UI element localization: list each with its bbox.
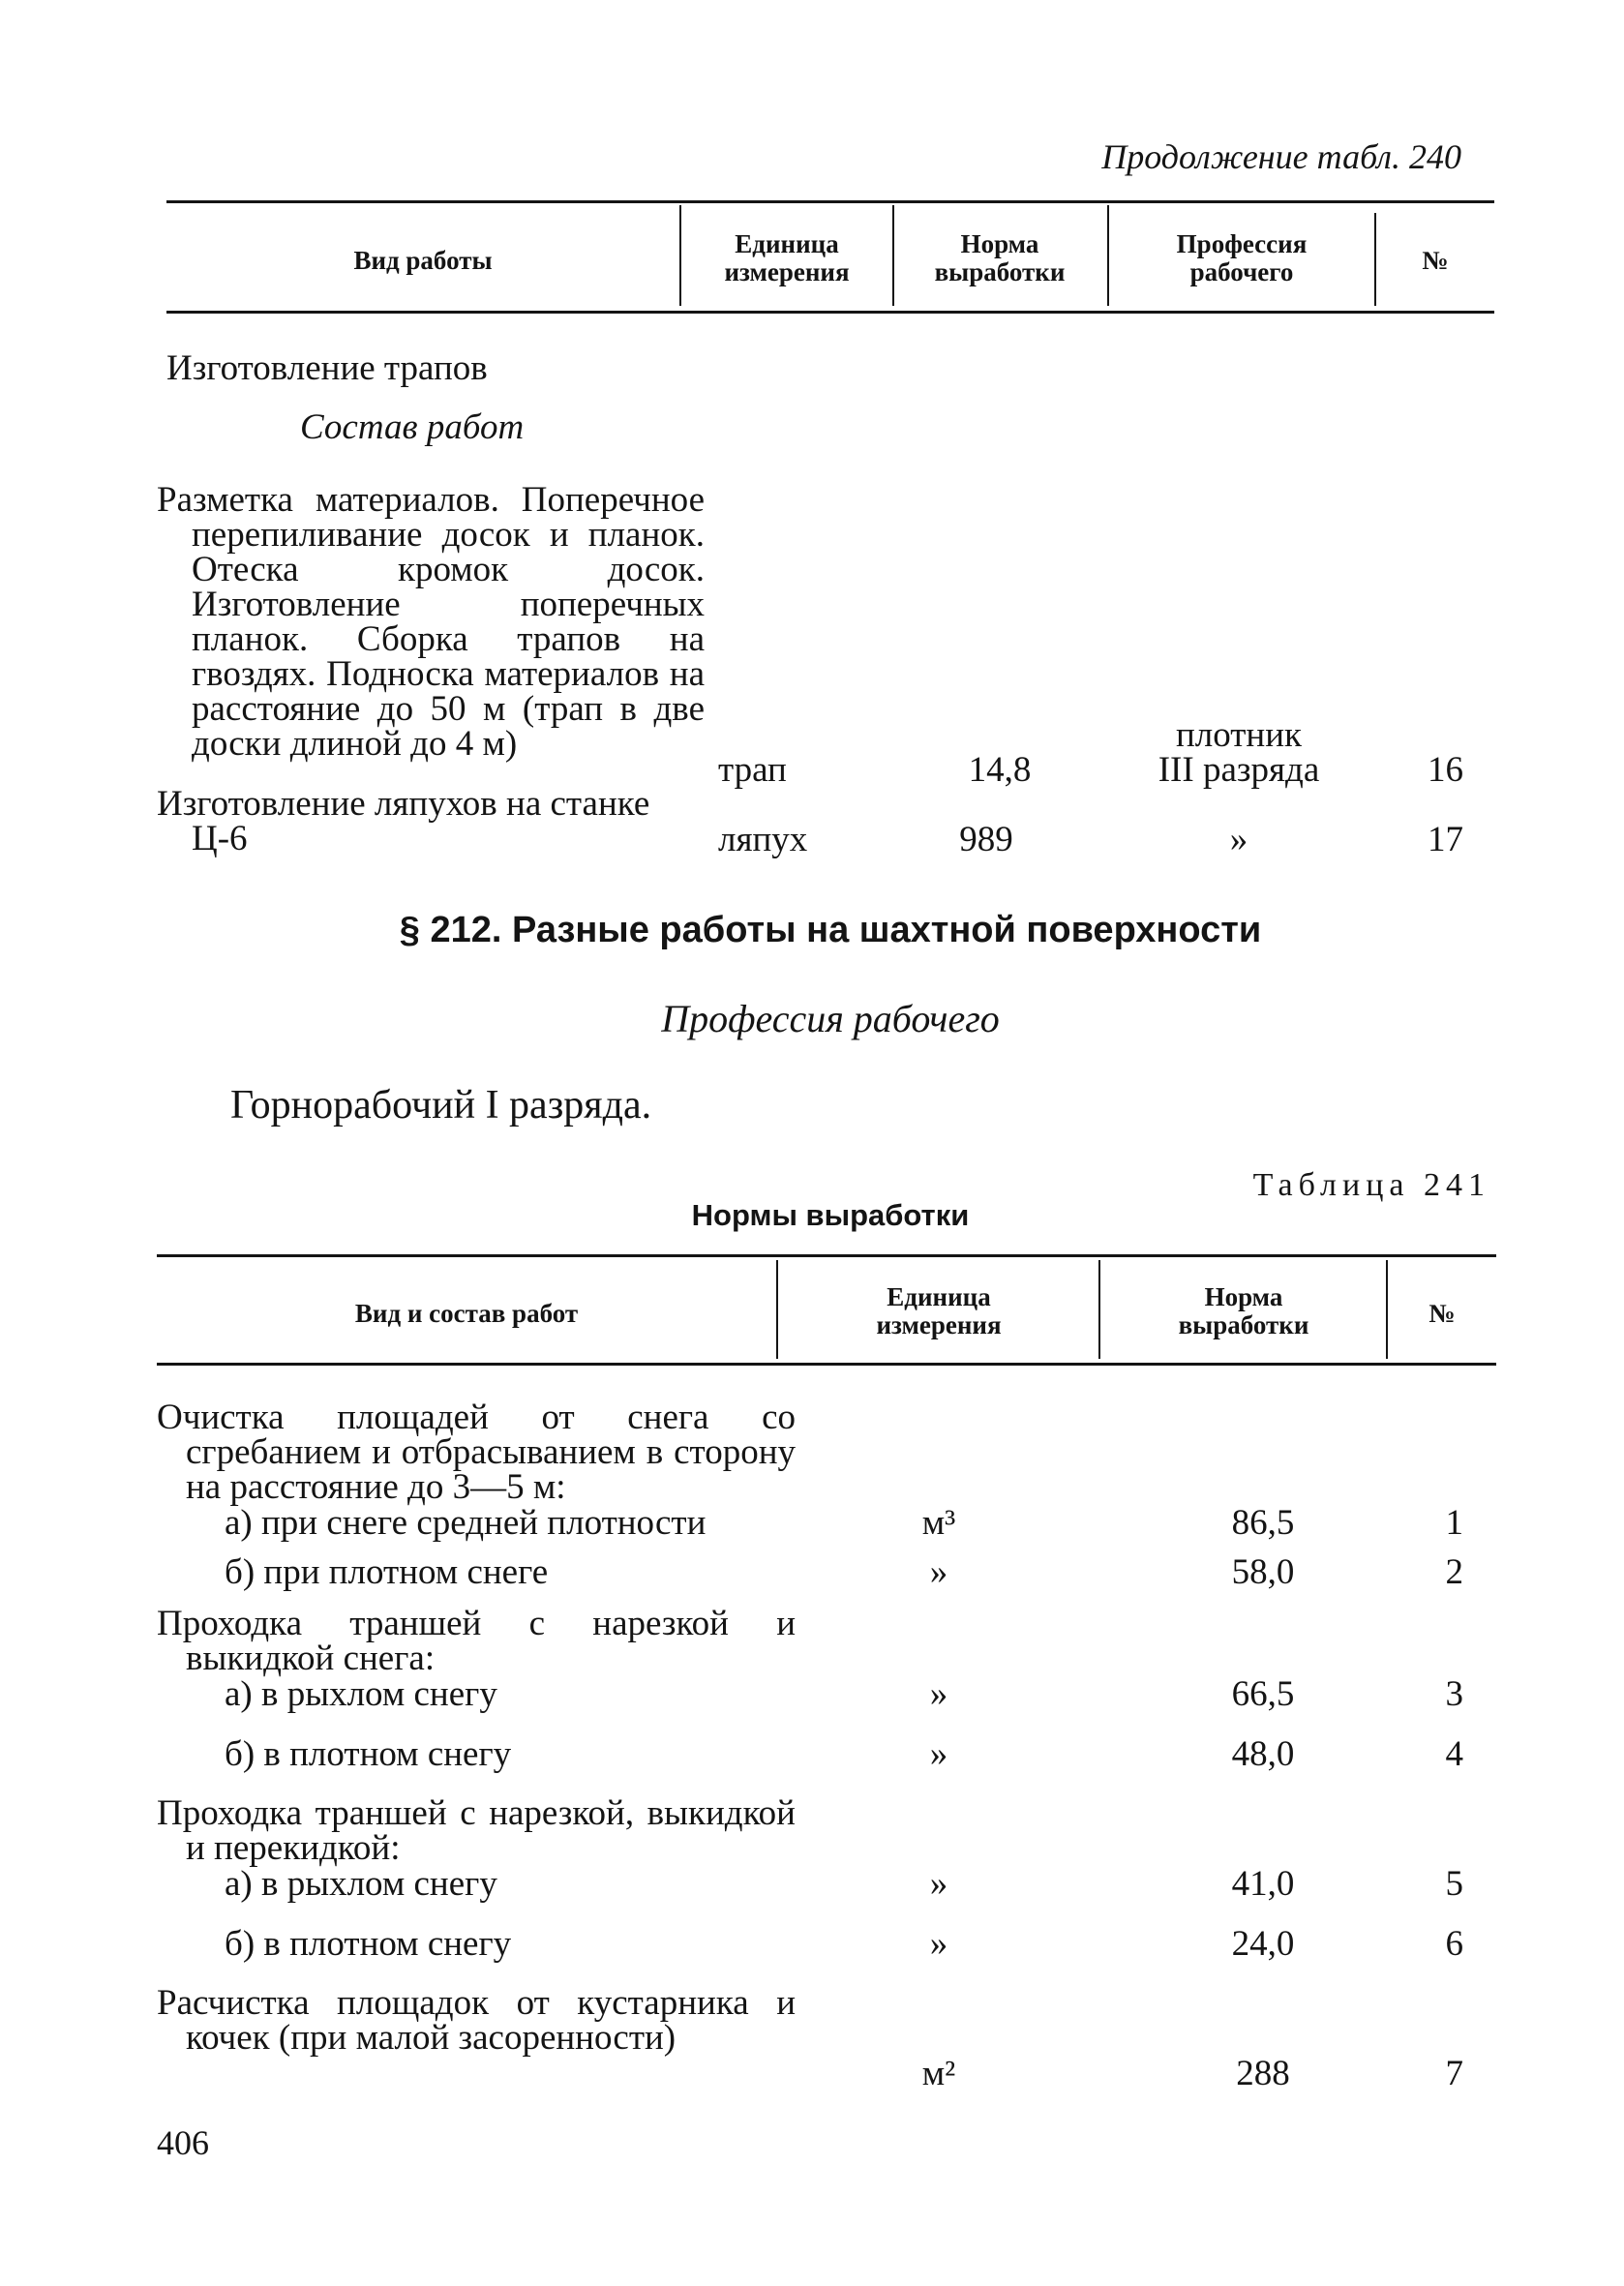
table241-row1-num: 1 [1445,1503,1463,1543]
table241-header-work: Вид и состав работ [354,1299,579,1328]
table240-row17-num: 17 [1428,820,1463,859]
table241-row3-unit: » [929,1674,948,1714]
table241-row5-num: 5 [1445,1864,1463,1904]
table241-group4-title: Расчистка площадок от кустарника и кочек (при малой засоренности) [157,1983,796,2058]
table241-row4-label: б) в плотном снегу [225,1734,512,1774]
table241-label: Таблица 241 [1252,1167,1490,1203]
table240-header-bottom-rule [166,311,1494,314]
table241-title: Нормы выработки [691,1198,970,1232]
section-heading: § 212. Разные работы на шахтной поверхности [399,910,1262,950]
table241-row3-num: 3 [1445,1674,1463,1714]
table241-row2-unit: » [929,1552,948,1592]
table240-header-norm: Норма выработки [934,229,1066,286]
table241-row4-num: 4 [1445,1734,1463,1774]
table240-row17-desc: Изготовление ляпухов на станке Ц-6 [157,784,650,858]
table241-row7-unit: м² [921,2054,956,2093]
table241-row7-norm: 288 [1236,2054,1290,2093]
table240-col-divider [1107,205,1109,306]
table240-header-profession: Профессия рабочего [1176,229,1308,286]
table240-row16-unit: трап [718,750,787,790]
table241-row5-label: а) в рыхлом снегу [225,1864,497,1904]
table240-row16-profession-line2: III разряда [1158,750,1320,790]
table241-row6-label: б) в плотном снегу [225,1924,512,1964]
table240-header-work: Вид работы [353,246,493,275]
table241-group1-title: Очистка площадей от снега со сгребанием и отбрасыванием в сторону на расстояние до 3—5 м: [157,1398,796,1507]
profession-text: Горнорабочий I разряда. [230,1083,652,1128]
continuation-label: Продолжение табл. 240 [1101,137,1461,176]
table240-row16-desc: Разметка материалов. Поперечное перепиливание досок и планок. Отеска кромок досок. Изготовление поперечных планок. Сборка трапов на гвоздях. Подноска материалов на расстояние до 50 м (трап в две доски длиной до 4 м) [157,480,705,764]
table241-row5-unit: » [929,1864,948,1904]
table240-section-title: Изготовление трапов [166,348,488,388]
table241-header-norm: Норма выработки [1178,1282,1309,1339]
table240-header-unit: Единица измерения [724,229,850,286]
table241-header-num: № [1429,1299,1456,1328]
table241-row3-norm: 66,5 [1231,1674,1295,1714]
table241-col-divider [1098,1260,1100,1359]
table241-row6-norm: 24,0 [1231,1924,1295,1964]
table241-row2-label: б) при плотном снеге [225,1552,549,1592]
table241-row1-label: а) при снеге средней плотности [225,1503,707,1543]
table241-row2-num: 2 [1445,1552,1463,1592]
table241-header-unit: Единица измерения [876,1282,1002,1339]
table240-header-num: № [1422,246,1449,275]
table241-row4-norm: 48,0 [1231,1734,1295,1774]
table241-row3-label: а) в рыхлом снегу [225,1674,497,1714]
table241-col-divider [776,1260,778,1359]
table240-top-rule [166,200,1494,203]
table240-row17-unit: ляпух [718,820,808,859]
table241-row7-num: 7 [1445,2054,1463,2093]
table240-row16-norm: 14,8 [968,750,1032,790]
table241-row6-num: 6 [1445,1924,1463,1964]
table241-row1-norm: 86,5 [1231,1503,1295,1543]
table240-col-divider [679,205,681,306]
table240-row17-profession: » [1229,820,1248,859]
table241-row5-norm: 41,0 [1231,1864,1295,1904]
table240-composition-label: Состав работ [300,407,525,447]
table240-row17-norm: 989 [959,820,1013,859]
table241-row4-unit: » [929,1734,948,1774]
table241-row2-norm: 58,0 [1231,1552,1295,1592]
table241-row6-unit: » [929,1924,948,1964]
page-number: 406 [157,2123,209,2162]
table240-row16-num: 16 [1428,750,1463,790]
table241-group2-title: Проходка траншей с нарезкой и выкидкой снега: [157,1604,796,1678]
table241-header-bottom-rule [157,1363,1496,1366]
table241-top-rule [157,1254,1496,1257]
table241-row1-unit: м³ [921,1503,956,1543]
table241-group3-title: Проходка траншей с нарезкой, выкидкой и перекидкой: [157,1793,796,1868]
profession-heading: Профессия рабочего [661,997,1000,1040]
table240-col-divider [892,205,894,306]
table240-row16-profession-line1: плотник [1175,715,1303,755]
